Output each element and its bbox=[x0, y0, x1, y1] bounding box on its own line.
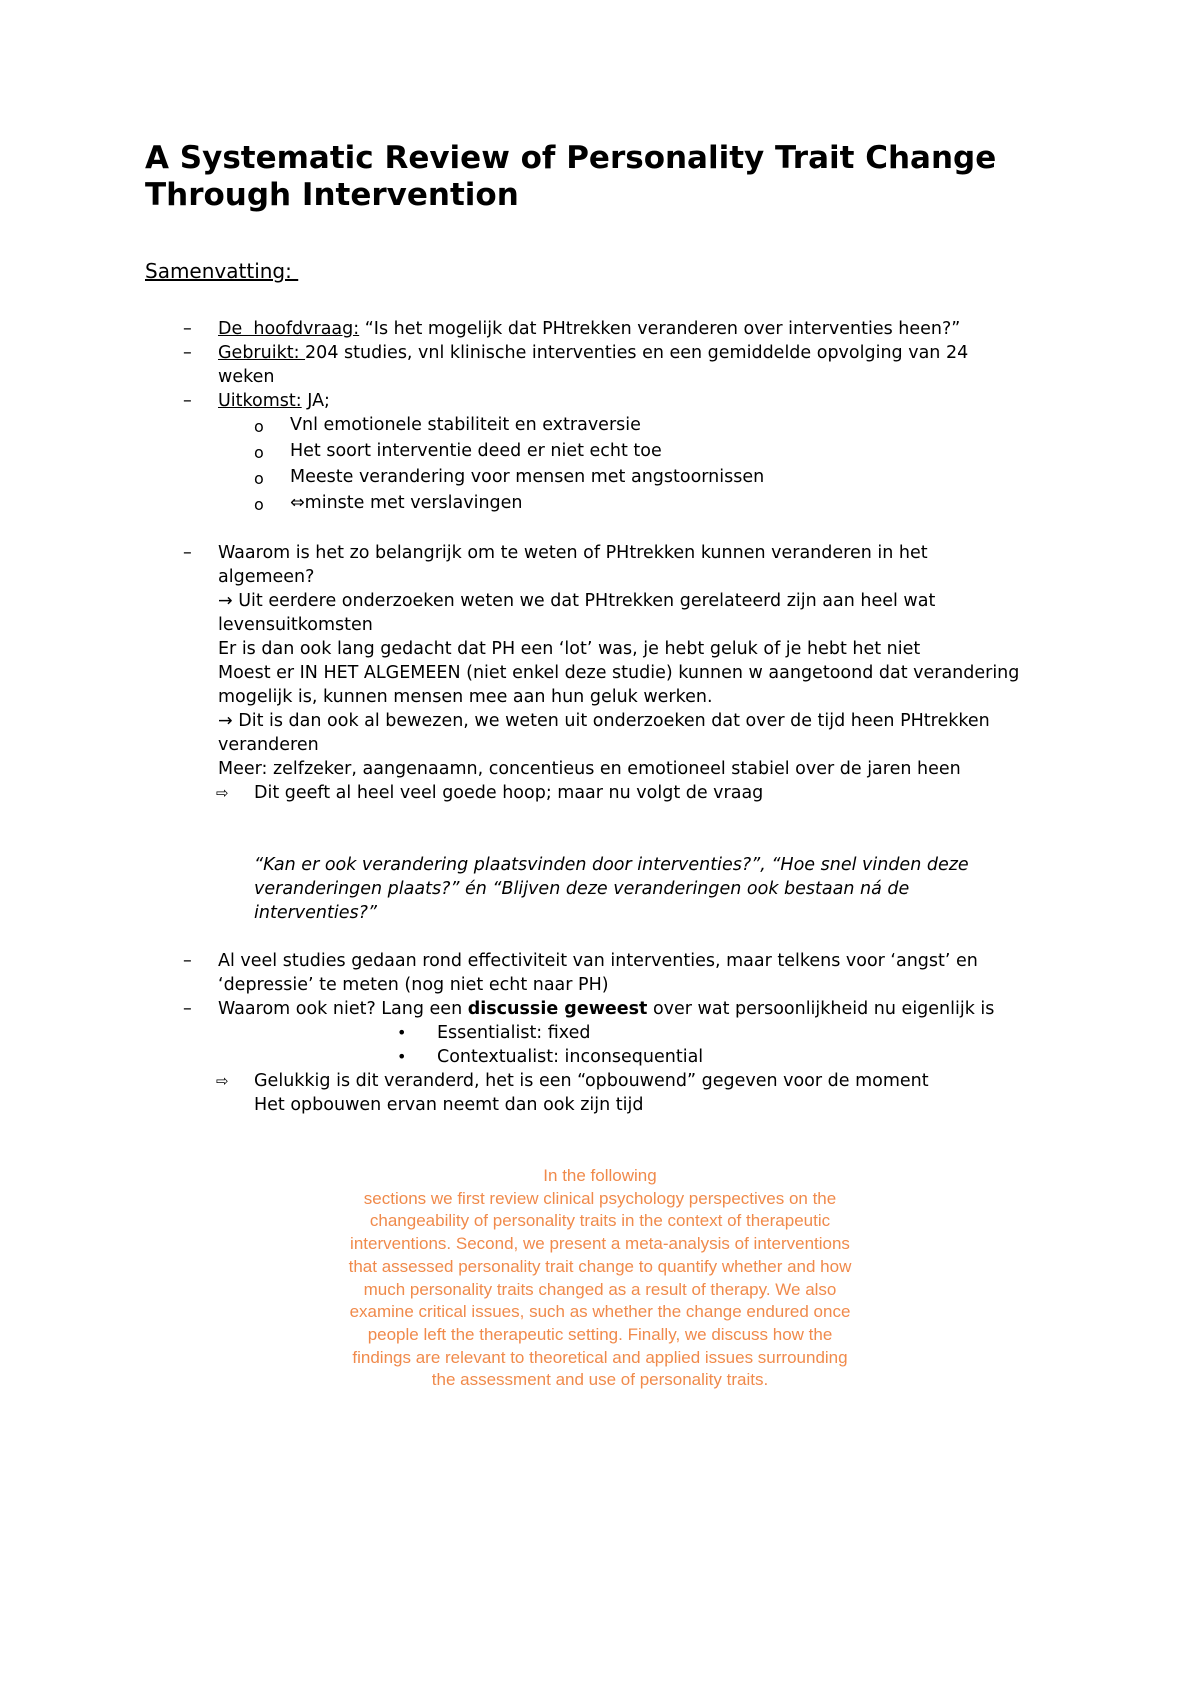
text-run: Waarom ook niet? Lang een bbox=[218, 999, 468, 1019]
paragraph-line: Het opbouwen ervan neemt dan ook zijn tijd bbox=[254, 1095, 644, 1115]
paragraph-text: Uit eerdere onderzoeken weten we dat PHtrekken gerelateerd zijn aan heel wat bbox=[238, 591, 936, 611]
document-title bbox=[145, 140, 996, 214]
sub-bullet-item: Meeste verandering voor mensen met angstoornissen bbox=[290, 467, 765, 487]
arrow-right-icon: → bbox=[218, 711, 233, 731]
outline-arrow-icon: ⇨ bbox=[216, 1072, 229, 1090]
list-item-hoofdvraag bbox=[218, 319, 960, 339]
dot-bullet-marker: • bbox=[397, 1047, 407, 1066]
paragraph-line: Moest er IN HET ALGEMEEN (niet enkel deze studie) kunnen w aangetoond dat verandering bbox=[218, 663, 1020, 683]
paragraph-line: Er is dan ook lang gedacht dat PH een ‘lot’ was, je hebt geluk of je hebt het niet bbox=[218, 639, 921, 659]
paragraph-line: Al veel studies gedaan rond effectiviteit van interventies, maar telkens voor ‘angst’ en bbox=[218, 951, 978, 971]
dash-marker: – bbox=[183, 391, 192, 411]
text-run: over wat persoonlijkheid nu eigenlijk is bbox=[647, 999, 995, 1019]
question-line: “Kan er ook verandering plaatsvinden door interventies?”, “Hoe snel vinden deze bbox=[254, 855, 969, 875]
dash-marker: – bbox=[183, 999, 192, 1019]
dot-bullet-item: Essentialist: fixed bbox=[437, 1023, 591, 1043]
section-heading: Samenvatting: bbox=[145, 259, 299, 283]
paragraph-line: Meer: zelfzeker, aangenaamn, concentieus en emotioneel stabiel over de jaren heen bbox=[218, 759, 961, 779]
paragraph-text: Dit is dan ook al bewezen, we weten uit onderzoeken dat over de tijd heen PHtrekken bbox=[238, 711, 990, 731]
list-item-uitkomst bbox=[218, 391, 330, 411]
item-text: JA; bbox=[301, 391, 330, 411]
sub-bullet-marker: o bbox=[254, 417, 264, 436]
paragraph-line: algemeen? bbox=[218, 567, 315, 587]
double-arrow-icon: ⇔ bbox=[290, 493, 305, 513]
sub-bullet-marker: o bbox=[254, 469, 264, 488]
paragraph-line: Dit geeft al heel veel goede hoop; maar nu volgt de vraag bbox=[254, 783, 764, 803]
title-line: Through Intervention bbox=[145, 177, 519, 213]
dot-bullet-item: Contextualist: inconsequential bbox=[437, 1047, 704, 1067]
quote-line: that assessed personality trait change to quantify whether and how bbox=[348, 1256, 852, 1276]
item-text: “Is het mogelijk dat PHtrekken veranderen over interventies heen?” bbox=[359, 319, 961, 339]
quote-line: In the following bbox=[543, 1166, 657, 1185]
quote-line: people left the therapeutic setting. Finally, we discuss how the bbox=[367, 1324, 833, 1344]
paragraph-line-arrow bbox=[218, 711, 990, 731]
question-line: veranderingen plaats?” én “Blijven deze veranderingen ook bestaan ná de bbox=[254, 879, 910, 899]
quote-line: interventions. Second, we present a meta-analysis of interventions bbox=[350, 1234, 850, 1254]
quote-line: sections we first review clinical psychology perspectives on the bbox=[363, 1188, 837, 1208]
sub-bullet-item: Vnl emotionele stabiliteit en extraversie bbox=[290, 415, 641, 435]
quote-line: changeability of personality traits in the context of therapeutic bbox=[369, 1211, 831, 1231]
outline-arrow-icon: ⇨ bbox=[216, 784, 229, 802]
item-text: 204 studies, vnl klinische interventies en een gemiddelde opvolging van 24 bbox=[305, 343, 969, 363]
paragraph-line: mogelijk is, kunnen mensen mee aan hun geluk werken. bbox=[218, 687, 713, 707]
quoted-paragraph bbox=[300, 1165, 900, 1392]
paragraph-line-arrow bbox=[218, 591, 935, 611]
quote-line: examine critical issues, such as whether the change endured once bbox=[349, 1302, 851, 1322]
sub-bullet-text: minste met verslavingen bbox=[304, 493, 523, 513]
sub-bullet-item bbox=[290, 493, 523, 513]
quote-line: the assessment and use of personality traits. bbox=[431, 1370, 769, 1390]
sub-bullet-marker: o bbox=[254, 495, 264, 514]
paragraph-line: Waarom is het zo belangrijk om te weten of PHtrekken kunnen veranderen in het bbox=[218, 543, 928, 563]
quote-line: much personality traits changed as a result of therapy. We also bbox=[363, 1279, 837, 1299]
bold-text-run: discussie geweest bbox=[467, 999, 648, 1019]
dot-bullet-marker: • bbox=[397, 1023, 407, 1042]
item-label: Gebruikt: bbox=[218, 343, 306, 363]
quote-line: findings are relevant to theoretical and applied issues surrounding bbox=[352, 1347, 848, 1367]
item-label: De hoofdvraag: bbox=[218, 319, 360, 339]
arrow-right-icon: → bbox=[218, 591, 233, 611]
paragraph-line: veranderen bbox=[218, 735, 319, 755]
question-line: interventies?” bbox=[254, 903, 377, 923]
sub-bullet-marker: o bbox=[254, 443, 264, 462]
paragraph-line: levensuitkomsten bbox=[218, 615, 373, 635]
title-line: A Systematic Review of Personality Trait Change bbox=[145, 140, 997, 176]
paragraph-line: ‘depressie’ te meten (nog niet echt naar PH) bbox=[218, 975, 609, 995]
dash-marker: – bbox=[183, 543, 192, 563]
paragraph-line: Gelukkig is dit veranderd, het is een “opbouwend” gegeven voor de moment bbox=[254, 1071, 929, 1091]
list-item-gebruikt bbox=[218, 343, 968, 363]
item-label: Uitkomst: bbox=[218, 391, 302, 411]
item-text-continued: weken bbox=[218, 367, 275, 387]
sub-bullet-item: Het soort interventie deed er niet echt toe bbox=[290, 441, 662, 461]
dash-marker: – bbox=[183, 343, 192, 363]
dash-marker: – bbox=[183, 319, 192, 339]
paragraph-line-mixed bbox=[218, 999, 994, 1019]
dash-marker: – bbox=[183, 951, 192, 971]
